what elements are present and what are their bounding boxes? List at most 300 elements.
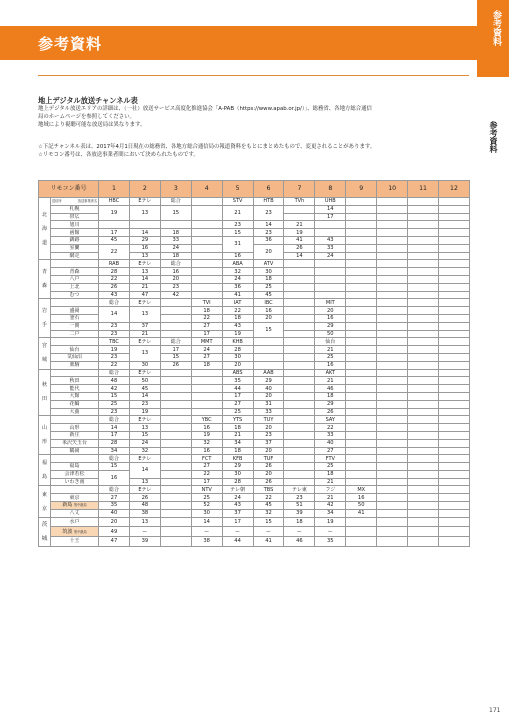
table-cell: 23 [129,400,160,408]
table-cell [191,236,222,244]
table-cell: 札幌 [51,205,99,213]
table-cell: 18 [315,470,346,478]
table-cell [346,314,377,322]
table-cell [408,338,439,346]
table-cell: 26 [99,283,130,291]
table-cell: 16 [191,447,222,455]
table-cell [160,447,191,455]
table-cell [160,502,191,510]
table-cell [191,229,222,237]
pref-label-fukushima [39,455,51,486]
table-cell: 新島 [62,502,73,509]
table-cell [160,494,191,502]
table-cell [191,385,222,393]
table-cell [346,424,377,432]
table-cell: 27 [191,353,222,361]
table-cell [438,275,469,283]
broadcaster-row [39,486,470,494]
table-cell [284,400,315,408]
table-cell: 宮城 [41,343,47,364]
remote-number: 10 [377,181,408,198]
table-cell: 秋田 [51,377,99,385]
table-cell: ー [129,527,160,537]
table-cell [438,205,469,213]
table-cell: 50 [129,377,160,385]
table-cell: 16 [160,268,191,276]
table-cell: 44 [222,536,253,546]
table-cell [438,221,469,229]
table-cell [377,439,408,447]
table-cell: 40 [253,385,284,393]
table-cell: 18 [315,392,346,400]
table-cell [408,307,439,315]
table-cell: 14 [284,252,315,260]
table-cell [284,385,315,393]
table-cell: 23 [99,408,130,416]
table-cell: 22 [191,470,222,478]
table-cell: 36 [253,236,284,244]
table-row [39,400,470,408]
table-cell: 24 [222,494,253,502]
table-cell [408,408,439,416]
table-cell [346,198,377,206]
table-cell [377,213,408,221]
table-cell: 13 [129,478,160,486]
table-cell [160,307,191,315]
table-cell [408,275,439,283]
table-cell [284,369,315,377]
table-cell: 16 [129,244,160,252]
table-row [39,408,470,416]
table-cell: 33 [253,408,284,416]
table-cell [284,291,315,299]
table-cell: 会津若松 [51,470,99,478]
table-cell: 福島 [41,460,47,481]
table-row [39,424,470,432]
table-cell: 18 [284,517,315,527]
table-cell [377,291,408,299]
table-row [39,268,470,276]
table-cell: 42 [315,502,346,510]
table-cell [377,455,408,463]
table-cell [284,455,315,463]
table-cell [284,478,315,486]
table-cell [438,470,469,478]
table-cell: 42 [160,291,191,299]
table-cell [284,205,315,213]
table-cell [346,322,377,330]
table-cell: YBC [191,416,222,424]
table-cell: 21 [222,431,253,439]
table-cell: 15 [160,205,191,221]
table-cell: 総合 [160,198,191,206]
table-cell [377,330,408,338]
table-cell [438,283,469,291]
table-cell: 十王 [51,536,99,546]
table-cell [51,260,99,268]
table-cell [160,400,191,408]
table-cell: 31 [222,236,253,252]
table-cell [346,330,377,338]
table-cell [160,527,191,537]
table-cell [438,486,469,494]
table-cell: 20 [222,361,253,369]
table-cell [284,431,315,439]
table-cell [284,416,315,424]
table-cell [315,275,346,283]
table-cell: 22 [222,307,253,315]
table-cell: ー [191,527,222,537]
table-cell [377,268,408,276]
table-cell: MIT [315,299,346,307]
table-cell [438,494,469,502]
table-cell [346,236,377,244]
table-cell [346,268,377,276]
table-cell: 14 [129,229,160,237]
table-cell [377,338,408,346]
table-cell: 30 [191,509,222,517]
table-cell: 18 [191,361,222,369]
table-cell [191,205,222,221]
pref-label-hokkaido [39,198,51,260]
table-cell: 米沢矢玉台 [51,439,99,447]
table-cell [284,283,315,291]
table-cell: 20 [99,517,130,527]
table-cell [160,377,191,385]
table-cell [284,353,315,361]
table-cell: KFB [222,455,253,463]
table-cell [377,361,408,369]
table-cell [346,478,377,486]
table-cell: 31 [253,400,284,408]
table-cell: 26 [315,408,346,416]
table-cell: 北海道 [41,211,47,246]
table-cell [408,536,439,546]
table-cell: 21 [284,221,315,229]
table-cell [408,463,439,471]
table-cell [377,314,408,322]
table-cell [315,229,346,237]
pref-label-iwate [39,299,51,338]
table-cell: 25 [253,283,284,291]
table-cell [438,346,469,354]
table-cell [160,509,191,517]
table-cell [408,299,439,307]
table-cell: 29 [129,236,160,244]
table-cell [51,338,99,346]
table-cell: 14 [99,424,130,432]
table-cell: 26 [129,494,160,502]
table-cell: 22 [99,361,130,369]
table-cell [377,322,408,330]
table-cell: 29 [222,463,253,471]
table-cell: 43 [222,322,253,330]
table-cell: ー [284,527,315,537]
pref-label-akita [39,369,51,416]
table-cell [160,517,191,527]
table-cell [284,346,315,354]
table-cell [191,275,222,283]
table-cell [315,260,346,268]
table-cell [191,221,222,229]
table-cell: HBC [99,198,130,206]
table-cell: 43 [99,291,130,299]
table-cell [408,236,439,244]
table-cell: 47 [129,291,160,299]
table-cell: 大曲 [51,408,99,416]
table-cell [377,369,408,377]
table-cell [284,408,315,416]
table-cell: 16 [315,314,346,322]
table-cell: 総合 [99,299,130,307]
table-cell: 27 [191,322,222,330]
table-cell: 34 [315,509,346,517]
table-cell [346,353,377,361]
page-title: 参考資料 [38,35,103,53]
table-cell: HTB [253,198,284,206]
table-cell: 17 [160,346,191,354]
table-cell: 19 [129,408,160,416]
table-cell: YTS [222,416,253,424]
table-cell [408,330,439,338]
table-cell: 仙台 [315,338,346,346]
table-cell: 茨城 [41,521,48,542]
table-cell [346,291,377,299]
table-row [39,322,470,330]
table-cell [438,236,469,244]
table-cell [160,416,191,424]
table-cell [284,260,315,268]
intro-text [38,106,468,129]
table-cell [438,385,469,393]
table-cell: 放送事業者名 [77,199,98,204]
table-cell [408,260,439,268]
side-tab-label: 参考資料 [491,10,501,46]
table-cell [408,322,439,330]
table-cell [408,447,439,455]
notes-text [38,144,478,160]
table-cell [408,527,439,537]
table-cell [346,517,377,527]
table-cell [284,275,315,283]
table-cell [284,338,315,346]
table-cell: 15 [222,229,253,237]
table-cell: 13 [129,517,160,527]
table-cell: 37 [222,509,253,517]
table-cell [51,455,99,463]
table-cell [438,369,469,377]
table-cell: 24 [129,439,160,447]
table-cell [408,346,439,354]
table-cell [51,486,99,494]
table-cell [377,408,408,416]
table-cell [438,361,469,369]
table-cell: ー [222,527,253,537]
table-cell: 送信所 [52,199,62,204]
table-cell [408,353,439,361]
table-cell [377,205,408,213]
table-cell: 45 [253,502,284,510]
table-cell: 仙台 [51,346,99,354]
table-cell: 32 [222,268,253,276]
table-cell: SAY [315,416,346,424]
table-cell [346,431,377,439]
table-cell [160,478,191,486]
table-cell: 19 [222,330,253,338]
table-cell: 49 [99,527,130,537]
table-cell: 23 [160,283,191,291]
table-cell: 二戸 [51,330,99,338]
table-cell: 13 [129,346,160,362]
table-cell: 27 [99,494,130,502]
table-cell [408,283,439,291]
table-cell [408,198,439,206]
table-cell: 秋田 [41,382,47,403]
table-cell: 23 [99,322,130,330]
station-relay [51,527,99,537]
table-cell: 青森 [41,269,47,290]
table-cell [346,392,377,400]
table-cell [160,221,191,229]
table-cell: 26 [160,361,191,369]
table-cell: 総合 [99,416,130,424]
table-cell [438,509,469,517]
table-cell [377,353,408,361]
table-cell: 山形 [51,424,99,432]
table-cell [408,385,439,393]
table-cell: 気仙沼 [51,353,99,361]
table-cell [160,463,191,471]
pref-label-tokyo [39,486,51,517]
table-cell: 八丈 [51,509,99,517]
table-cell [377,463,408,471]
table-cell: 19 [284,229,315,237]
table-cell: 22 [315,424,346,432]
table-cell [408,229,439,237]
table-cell [160,330,191,338]
table-cell: 13 [129,268,160,276]
table-cell [438,502,469,510]
table-cell: 14 [253,221,284,229]
table-cell: 46 [284,536,315,546]
table-cell [99,221,130,229]
table-cell: 34 [99,447,130,455]
table-cell [438,517,469,527]
table-cell: 37 [253,439,284,447]
table-cell: 20 [253,314,284,322]
table-cell: 17 [222,517,253,527]
table-cell: 18 [160,252,191,260]
remote-number: 3 [160,181,191,198]
station-relay [51,502,99,510]
table-cell [377,447,408,455]
table-cell [160,470,191,478]
table-cell: 20 [253,244,284,260]
table-cell: Eテレ [129,416,160,424]
table-cell: 旭川 [51,221,99,229]
table-cell [315,268,346,276]
table-cell: 集中継局 [73,503,87,508]
table-cell: テレ東 [284,486,315,494]
table-cell: 25 [315,463,346,471]
table-cell [438,353,469,361]
table-cell [377,392,408,400]
table-cell [346,416,377,424]
table-cell [377,307,408,315]
table-cell [160,314,191,322]
section-title: 地上デジタル放送チャンネル表 [38,96,138,105]
table-cell: 14 [99,307,130,323]
table-cell [408,213,439,221]
table-cell: 15 [129,431,160,439]
table-cell: 花輪 [51,400,99,408]
table-cell: Eテレ [129,369,160,377]
table-cell: ABA [222,260,253,268]
table-cell: 41 [222,291,253,299]
table-cell: 13 [129,252,160,260]
table-cell [191,369,222,377]
table-row [39,517,470,527]
intro-line: 局のホームページを参照してください。 [38,113,135,120]
table-cell: 48 [99,377,130,385]
table-cell: 21 [129,283,160,291]
table-cell: 23 [284,494,315,502]
table-cell [408,486,439,494]
table-cell [438,260,469,268]
table-cell [346,299,377,307]
table-cell [377,346,408,354]
table-row [39,236,470,244]
table-cell: 20 [160,275,191,283]
pref-label-yamagata [39,416,51,455]
table-cell [377,486,408,494]
table-cell [346,213,377,221]
table-cell [51,416,99,424]
table-cell: 23 [253,431,284,439]
table-cell [408,455,439,463]
table-cell [160,439,191,447]
table-cell: 41 [346,509,377,517]
table-row [39,307,470,315]
remote-number: 2 [129,181,160,198]
table-cell: 25 [315,353,346,361]
table-cell [438,307,469,315]
table-cell: 34 [222,439,253,447]
table-cell [377,509,408,517]
table-cell [346,470,377,478]
table-cell: 35 [315,536,346,546]
table-cell [377,377,408,385]
table-cell: KHB [222,338,253,346]
table-cell [160,536,191,546]
table-cell: 盛岡 [51,307,99,315]
table-cell [377,244,408,252]
table-cell [408,291,439,299]
table-cell [253,353,284,361]
table-cell: 総合 [160,260,191,268]
table-cell: 19 [315,517,346,527]
table-cell: 51 [284,502,315,510]
table-cell: Eテレ [129,486,160,494]
table-cell [346,377,377,385]
table-cell: 福島 [51,463,99,471]
table-cell [438,322,469,330]
remote-number: 9 [346,181,377,198]
table-cell: 13 [129,205,160,221]
table-cell [346,244,377,252]
table-cell [51,369,99,377]
table-cell: 21 [315,346,346,354]
